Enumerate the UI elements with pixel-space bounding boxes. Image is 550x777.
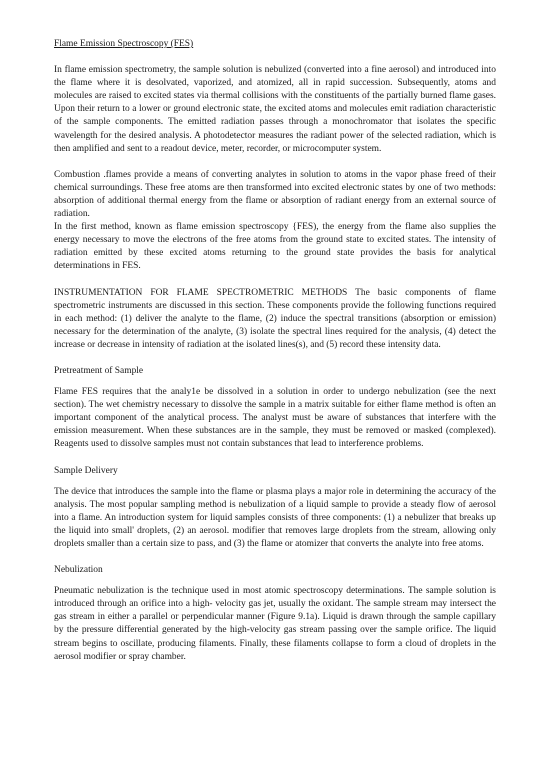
paragraph-intro: In flame emission spectrometry, the sample solution is nebulized (converted into a fine aerosol) and introduced into the flame where it is desolvated, vaporized, and atomized, all in rapid succession. Subsequently, atoms and molecules are raised to excited states via thermal collisions with the constituents of the partially burned flame gases. Upon their return to a lower or ground electronic state, the excited atoms and molecules emit radiation characteristic of the sample components. The emitted radiation passes through a monochromator that isolates the specific wavelength for the desired analysis. A photodetector measures the radiant power of the selected radiation, which is then amplified and sent to a readout device, meter, recorder, or microcomputer system.	[54, 65, 496, 154]
heading-sample-delivery: Sample Delivery	[54, 465, 118, 476]
heading-nebulization: Nebulization	[54, 565, 103, 576]
document-title: Flame Emission Spectroscopy (FES)	[54, 39, 194, 49]
heading-pretreatment: Pretreatment of Sample	[54, 365, 144, 376]
paragraph-sample-delivery: The device that introduces the sample into the flame or plasma plays a major role in determining the accuracy of the analysis. The most popular sampling method is nebulization of a liquid sample to provide a steady flow of aerosol into a flame. An introduction system for liquid samples consists of three components: (1) a nebulizer that breaks up the liquid into small' droplets, (2) an aerosol. modifier that removes large droplets from the stream, allowing only droplets smaller than a certain size to pass, and (3) the flame or atomizer that converts the analyte into free atoms.	[54, 486, 496, 549]
paragraph-first-method: In the first method, known as flame emission spectroscopy {FES), the energy from the flame also supplies the energy necessary to move the electrons of the free atoms from the ground state to excited states. The intensity of radiation emitted by these excited atoms returning to the ground state provides the basis for analytical determinations in FES.	[54, 222, 496, 272]
paragraph-instrumentation: INSTRUMENTATION FOR FLAME SPECTROMETRIC METHODS The basic components of flame spectrometric instruments are discussed in this section. These components provide the following functions required in each method: (1) deliver the analyte to the flame, (2) induce the spectral transitions (absorption or emission) necessary for the determination of the analyte, (3) isolate the spectral lines required for the analysis, (4) detect the increase or decrease in intensity of radiation at the isolated lines(s), and (5) record these intensity data.	[54, 287, 496, 350]
paragraph-nebulization: Pneumatic nebulization is the technique used in most atomic spectroscopy determinations. The sample solution is introduced through an orifice into a high- velocity gas jet, usually the oxidant. The sample stream may intersect the gas stream in either a parallel or perpendicular manner (Figure 9.1a). Liquid is drawn through the sample capillary by the pressure differential generated by the high-velocity gas stream passing over the sample orifice. The liquid stream begins to oscillate, producing filaments. Finally, these filaments collapse to form a cloud of droplets in the aerosol modifier or spray chamber.	[54, 586, 496, 662]
document-body	[54, 38, 496, 677]
paragraph-combustion-flames: Combustion .flames provide a means of converting analytes in solution to atoms in the vapor phase freed of their chemical surroundings. These free atoms are then transformed into excited electronic states by one of two methods: absorption of additional thermal energy from the flame or absorption of radiant energy from an external source of radiation.	[54, 169, 496, 220]
paragraph-pretreatment: Flame FES requires that the analy1e be dissolved in a solution in order to undergo nebulization (see the next section). The wet chemistry necessary to dissolve the sample in a matrix suitable for either flame method is often an important component of the analytical process. The analyst must be aware of substances that interfere with the emission measurement. When these substances are in the sample, they must be removed or masked (complexed). Reagents used to dissolve samples must not contain substances that lead to interference problems.	[54, 387, 496, 450]
